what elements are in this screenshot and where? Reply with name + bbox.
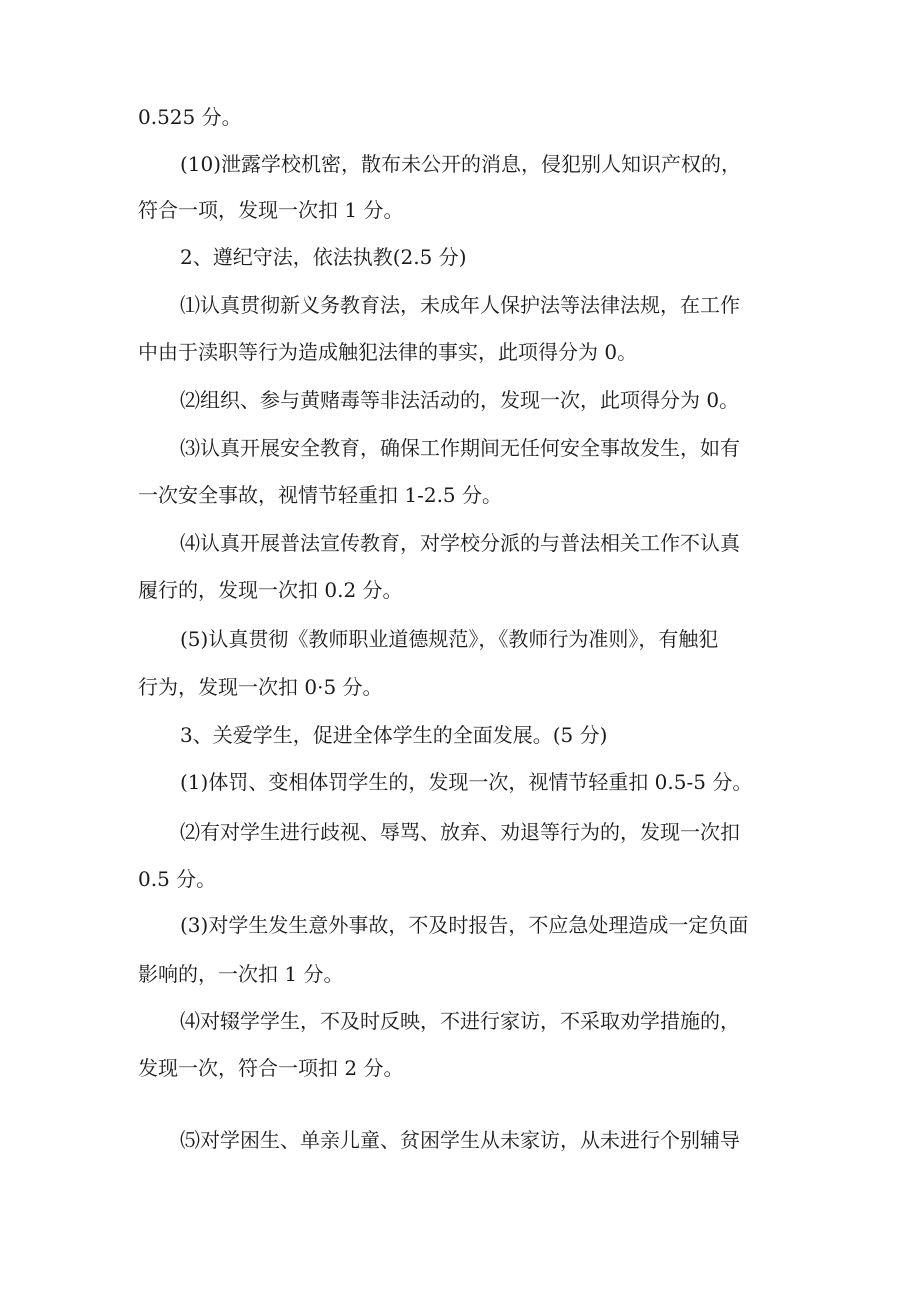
section-heading: 2、遵纪守法，依法执教(2.5 分) <box>180 245 467 269</box>
text-line: 行为，发现一次扣 0·5 分。 <box>138 675 383 699</box>
text-line: ⑴认真贯彻新义务教育法，未成年人保护法等法律法规，在工作 <box>180 293 740 317</box>
text-line: (3)对学生发生意外事故，不及时报告，不应急处理造成一定负面 <box>180 913 749 937</box>
text-line: ⑷认真开展普法宣传教育，对学校分派的与普法相关工作不认真 <box>180 531 740 555</box>
text-line: ⑵组织、参与黄赌毒等非法活动的，发现一次，此项得分为 0。 <box>180 388 740 412</box>
text-line: 影响的，一次扣 1 分。 <box>138 962 344 986</box>
text-line: ⑵有对学生进行歧视、辱骂、放弃、劝退等行为的，发现一次扣 <box>180 820 740 844</box>
text-line: (1)体罚、变相体罚学生的，发现一次，视情节轻重扣 0.5-5 分。 <box>180 770 753 794</box>
text-line: 符合一项，发现一次扣 1 分。 <box>138 198 404 222</box>
text-line: ⑷对辍学学生，不及时反映，不进行家访，不采取劝学措施的， <box>180 1009 740 1033</box>
text-line: 中由于渎职等行为造成触犯法律的事实，此项得分为 0。 <box>138 340 638 364</box>
text-line: 发现一次，符合一项扣 2 分。 <box>138 1056 404 1080</box>
text-line: 0.5 分。 <box>138 867 217 891</box>
text-line: ⑸对学困生、单亲儿童、贫困学生从未家访，从未进行个别辅导 <box>180 1128 740 1152</box>
section-heading: 3、关爱学生，促进全体学生的全面发展。(5 分) <box>180 723 608 747</box>
text-line: (5)认真贯彻《教师职业道德规范》，《教师行为准则》，有触犯 <box>180 627 719 651</box>
text-line: 履行的，发现一次扣 0.2 分。 <box>138 578 403 602</box>
text-line: 一次安全事故，视情节轻重扣 1-2.5 分。 <box>138 483 503 507</box>
text-line: ⑶认真开展安全教育，确保工作期间无任何安全事故发生，如有 <box>180 436 740 460</box>
text-line: 0.525 分。 <box>138 105 242 129</box>
text-line: (10)泄露学校机密，散布未公开的消息，侵犯别人知识产权的， <box>180 152 742 176</box>
